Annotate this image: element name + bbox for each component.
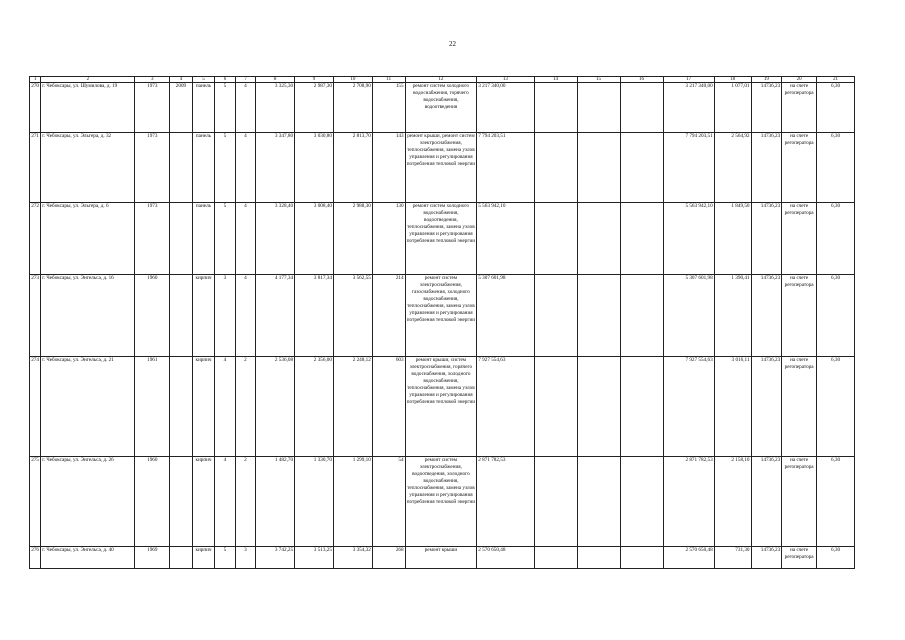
wall-material-cell: панель	[192, 203, 215, 275]
column-number-5: 5	[192, 77, 215, 83]
commission-year-cell: 1973	[135, 83, 170, 133]
max-unit-cost-cell: 14736,23	[751, 547, 782, 569]
contribution-rate-cell: 6,30	[817, 357, 855, 457]
total-cost-cell: 2 570 650,48	[477, 547, 534, 569]
wall-material-cell: панель	[192, 133, 215, 203]
residents-cell: 214	[372, 275, 405, 357]
contribution-rate-cell: 6,30	[817, 203, 855, 275]
work-types-cell: ремонт крыши, ремонт систем электроснабжения, теплоснабжения, замена узлов управления и регулирования потребления тепловой энергии	[405, 133, 477, 203]
column-number-16: 16	[620, 77, 663, 83]
address-cell: г. Чебоксары, ул. Энгельса, д. 26	[41, 457, 135, 547]
entrances-cell: 4	[235, 203, 255, 275]
column-number-1: 1	[30, 77, 41, 83]
wall-material-cell: кирпич	[192, 275, 215, 357]
floors-cell: 5	[215, 133, 235, 203]
row-number-cell: 273	[30, 275, 41, 357]
residential-area-cell: 2 248,12	[333, 357, 372, 457]
floors-cell: 5	[215, 547, 235, 569]
column-number-20: 20	[782, 77, 817, 83]
table-row	[30, 547, 855, 569]
total-area-cell: 1 482,70	[256, 457, 295, 547]
table-row	[30, 457, 855, 547]
table-row	[30, 357, 855, 457]
residential-area-cell: 2 813,70	[333, 133, 372, 203]
page-number: 22	[449, 40, 456, 48]
commission-year-cell: 1960	[135, 275, 170, 357]
local-funds-cell	[620, 83, 663, 133]
max-unit-cost-cell: 14736,23	[751, 83, 782, 133]
commission-year-cell: 1961	[135, 357, 170, 457]
residents-cell: 143	[372, 133, 405, 203]
unit-cost-cell: 1 077,01	[714, 83, 751, 133]
contribution-rate-cell: 6,30	[817, 133, 855, 203]
work-types-cell: ремонт крыши	[405, 547, 477, 569]
last-repair-year-cell: 2009	[170, 83, 193, 133]
commission-year-cell: 1973	[135, 133, 170, 203]
fund-method-cell: на счете регоператора	[782, 203, 817, 275]
residential-area-cell: 2 708,90	[333, 83, 372, 133]
premises-area-cell: 2 356,00	[295, 357, 334, 457]
work-types-cell: ремонт систем электроснабжения, водоотведения, холодного водоснабжения, теплоснабжения, замена узлов управления и регулирования потребления тепловой энергии	[405, 457, 477, 547]
commission-year-cell: 1960	[135, 457, 170, 547]
total-area-cell: 2 536,08	[256, 357, 295, 457]
column-number-19: 19	[751, 77, 782, 83]
premises-area-cell: 3 008,40	[295, 203, 334, 275]
contribution-rate-cell: 6,30	[817, 275, 855, 357]
commission-year-cell: 1973	[135, 203, 170, 275]
entrances-cell: 4	[235, 275, 255, 357]
owner-funds-cell: 5 563 942,10	[663, 203, 714, 275]
total-area-cell: 3 347,80	[256, 133, 295, 203]
unit-cost-cell: 731,30	[714, 547, 751, 569]
owner-funds-cell: 2 570 650,48	[663, 547, 714, 569]
fund-method-cell: на счете регоператора	[782, 83, 817, 133]
owner-funds-cell: 7 794 203,51	[663, 133, 714, 203]
total-area-cell: 4 177,34	[256, 275, 295, 357]
local-funds-cell	[620, 547, 663, 569]
total-cost-cell: 3 217 340,00	[477, 83, 534, 133]
wall-material-cell: кирпич	[192, 457, 215, 547]
table-row	[30, 275, 855, 357]
residents-cell: 603	[372, 357, 405, 457]
max-unit-cost-cell: 14736,23	[751, 203, 782, 275]
max-unit-cost-cell: 14736,23	[751, 275, 782, 357]
last-repair-year-cell	[170, 357, 193, 457]
total-cost-cell: 5 307 601,98	[477, 275, 534, 357]
column-number-14: 14	[534, 77, 577, 83]
federal-funds-cell	[534, 547, 577, 569]
federal-funds-cell	[534, 275, 577, 357]
residents-cell: 268	[372, 547, 405, 569]
table-row	[30, 133, 855, 203]
republic-funds-cell	[577, 357, 620, 457]
column-number-18: 18	[714, 77, 751, 83]
fund-method-cell: на счете регоператора	[782, 357, 817, 457]
last-repair-year-cell	[170, 203, 193, 275]
column-number-8: 8	[256, 77, 295, 83]
fund-method-cell: на счете регоператора	[782, 457, 817, 547]
unit-cost-cell: 1 849,50	[714, 203, 751, 275]
column-number-10: 10	[333, 77, 372, 83]
residential-area-cell: 3 354,32	[333, 547, 372, 569]
column-number-13: 13	[477, 77, 534, 83]
republic-funds-cell	[577, 83, 620, 133]
last-repair-year-cell	[170, 275, 193, 357]
column-number-6: 6	[215, 77, 235, 83]
capital-repair-table	[29, 76, 855, 569]
entrances-cell: 2	[235, 357, 255, 457]
republic-funds-cell	[577, 457, 620, 547]
premises-area-cell: 2 987,30	[295, 83, 334, 133]
residents-cell: 130	[372, 203, 405, 275]
commission-year-cell: 1969	[135, 547, 170, 569]
row-number-cell: 272	[30, 203, 41, 275]
max-unit-cost-cell: 14736,23	[751, 457, 782, 547]
column-number-17: 17	[663, 77, 714, 83]
residents-cell: 155	[372, 83, 405, 133]
owner-funds-cell: 3 217 340,00	[663, 83, 714, 133]
last-repair-year-cell	[170, 133, 193, 203]
work-types-cell: ремонт систем холодного водоснабжения, горячего водоснабжения, водоотведения	[405, 83, 477, 133]
max-unit-cost-cell: 14736,23	[751, 357, 782, 457]
unit-cost-cell: 3 016,11	[714, 357, 751, 457]
entrances-cell: 4	[235, 133, 255, 203]
address-cell: г. Чебоксары, ул. Шумилова, д. 19	[41, 83, 135, 133]
address-cell: г. Чебоксары, ул. Энгельса, д. 16	[41, 275, 135, 357]
local-funds-cell	[620, 457, 663, 547]
max-unit-cost-cell: 14736,23	[751, 133, 782, 203]
column-number-12: 12	[405, 77, 477, 83]
row-number-cell: 271	[30, 133, 41, 203]
row-number-cell: 274	[30, 357, 41, 457]
federal-funds-cell	[534, 133, 577, 203]
federal-funds-cell	[534, 457, 577, 547]
fund-method-cell: на счете регоператора	[782, 275, 817, 357]
unit-cost-cell: 1 390,41	[714, 275, 751, 357]
wall-material-cell: панель	[192, 83, 215, 133]
premises-area-cell: 3 030,80	[295, 133, 334, 203]
column-number-7: 7	[235, 77, 255, 83]
residential-area-cell: 2 988,30	[333, 203, 372, 275]
address-cell: г. Чебоксары, ул. Эльгера, д. 32	[41, 133, 135, 203]
republic-funds-cell	[577, 275, 620, 357]
republic-funds-cell	[577, 133, 620, 203]
residential-area-cell: 1 299,10	[333, 457, 372, 547]
work-types-cell: ремонт систем холодного водоснабжения, водоотведения, теплоснабжения, замена узлов управления и регулирования потребления тепловой энергии	[405, 203, 477, 275]
contribution-rate-cell: 6,30	[817, 83, 855, 133]
address-cell: г. Чебоксары, ул. Эльгера, д. 6	[41, 203, 135, 275]
column-number-4: 4	[170, 77, 193, 83]
entrances-cell: 2	[235, 457, 255, 547]
local-funds-cell	[620, 203, 663, 275]
column-number-row	[30, 77, 855, 83]
unit-cost-cell: 2 564,92	[714, 133, 751, 203]
table-row	[30, 203, 855, 275]
total-area-cell: 3 328,40	[256, 203, 295, 275]
total-cost-cell: 2 871 782,53	[477, 457, 534, 547]
total-cost-cell: 7 794 203,51	[477, 133, 534, 203]
total-area-cell: 3 325,30	[256, 83, 295, 133]
column-number-9: 9	[295, 77, 334, 83]
residents-cell: 54	[372, 457, 405, 547]
local-funds-cell	[620, 275, 663, 357]
floors-cell: 5	[215, 83, 235, 133]
fund-method-cell: на счете регоператора	[782, 547, 817, 569]
premises-area-cell: 3 513,25	[295, 547, 334, 569]
republic-funds-cell	[577, 547, 620, 569]
column-number-3: 3	[135, 77, 170, 83]
column-number-2: 2	[41, 77, 135, 83]
work-types-cell: ремонт систем электроснабжения, газоснабжения, холодного водоснабжения, теплоснабжения, замена узлов управления и регулирования потребления тепловой энергии	[405, 275, 477, 357]
entrances-cell: 3	[235, 547, 255, 569]
premises-area-cell: 3 817,34	[295, 275, 334, 357]
federal-funds-cell	[534, 357, 577, 457]
address-cell: г. Чебоксары, ул. Энгельса, д. 40	[41, 547, 135, 569]
local-funds-cell	[620, 357, 663, 457]
federal-funds-cell	[534, 203, 577, 275]
republic-funds-cell	[577, 203, 620, 275]
table-row	[30, 83, 855, 133]
column-number-21: 21	[817, 77, 855, 83]
entrances-cell: 4	[235, 83, 255, 133]
last-repair-year-cell	[170, 457, 193, 547]
owner-funds-cell: 5 307 601,98	[663, 275, 714, 357]
total-cost-cell: 5 563 942,10	[477, 203, 534, 275]
floors-cell: 4	[215, 357, 235, 457]
floors-cell: 5	[215, 203, 235, 275]
floors-cell: 3	[215, 275, 235, 357]
work-types-cell: ремонт крыши, систем электроснабжения, горячего водоснабжения, холодного водоснабжения, теплоснабжения, замена узлов управления и регулирования потребления тепловой энергии	[405, 357, 477, 457]
column-number-15: 15	[577, 77, 620, 83]
contribution-rate-cell: 6,30	[817, 547, 855, 569]
federal-funds-cell	[534, 83, 577, 133]
residential-area-cell: 3 562,55	[333, 275, 372, 357]
wall-material-cell: кирпич	[192, 547, 215, 569]
total-cost-cell: 7 927 554,63	[477, 357, 534, 457]
owner-funds-cell: 7 927 554,63	[663, 357, 714, 457]
wall-material-cell: кирпич	[192, 357, 215, 457]
last-repair-year-cell	[170, 547, 193, 569]
column-number-11: 11	[372, 77, 405, 83]
unit-cost-cell: 2 158,10	[714, 457, 751, 547]
local-funds-cell	[620, 133, 663, 203]
contribution-rate-cell: 6,30	[817, 457, 855, 547]
address-cell: г. Чебоксары, ул. Энгельса, д. 21	[41, 357, 135, 457]
floors-cell: 4	[215, 457, 235, 547]
row-number-cell: 276	[30, 547, 41, 569]
row-number-cell: 275	[30, 457, 41, 547]
owner-funds-cell: 2 871 782,53	[663, 457, 714, 547]
premises-area-cell: 1 330,70	[295, 457, 334, 547]
total-area-cell: 3 742,25	[256, 547, 295, 569]
row-number-cell: 270	[30, 83, 41, 133]
fund-method-cell: на счете регоператора	[782, 133, 817, 203]
